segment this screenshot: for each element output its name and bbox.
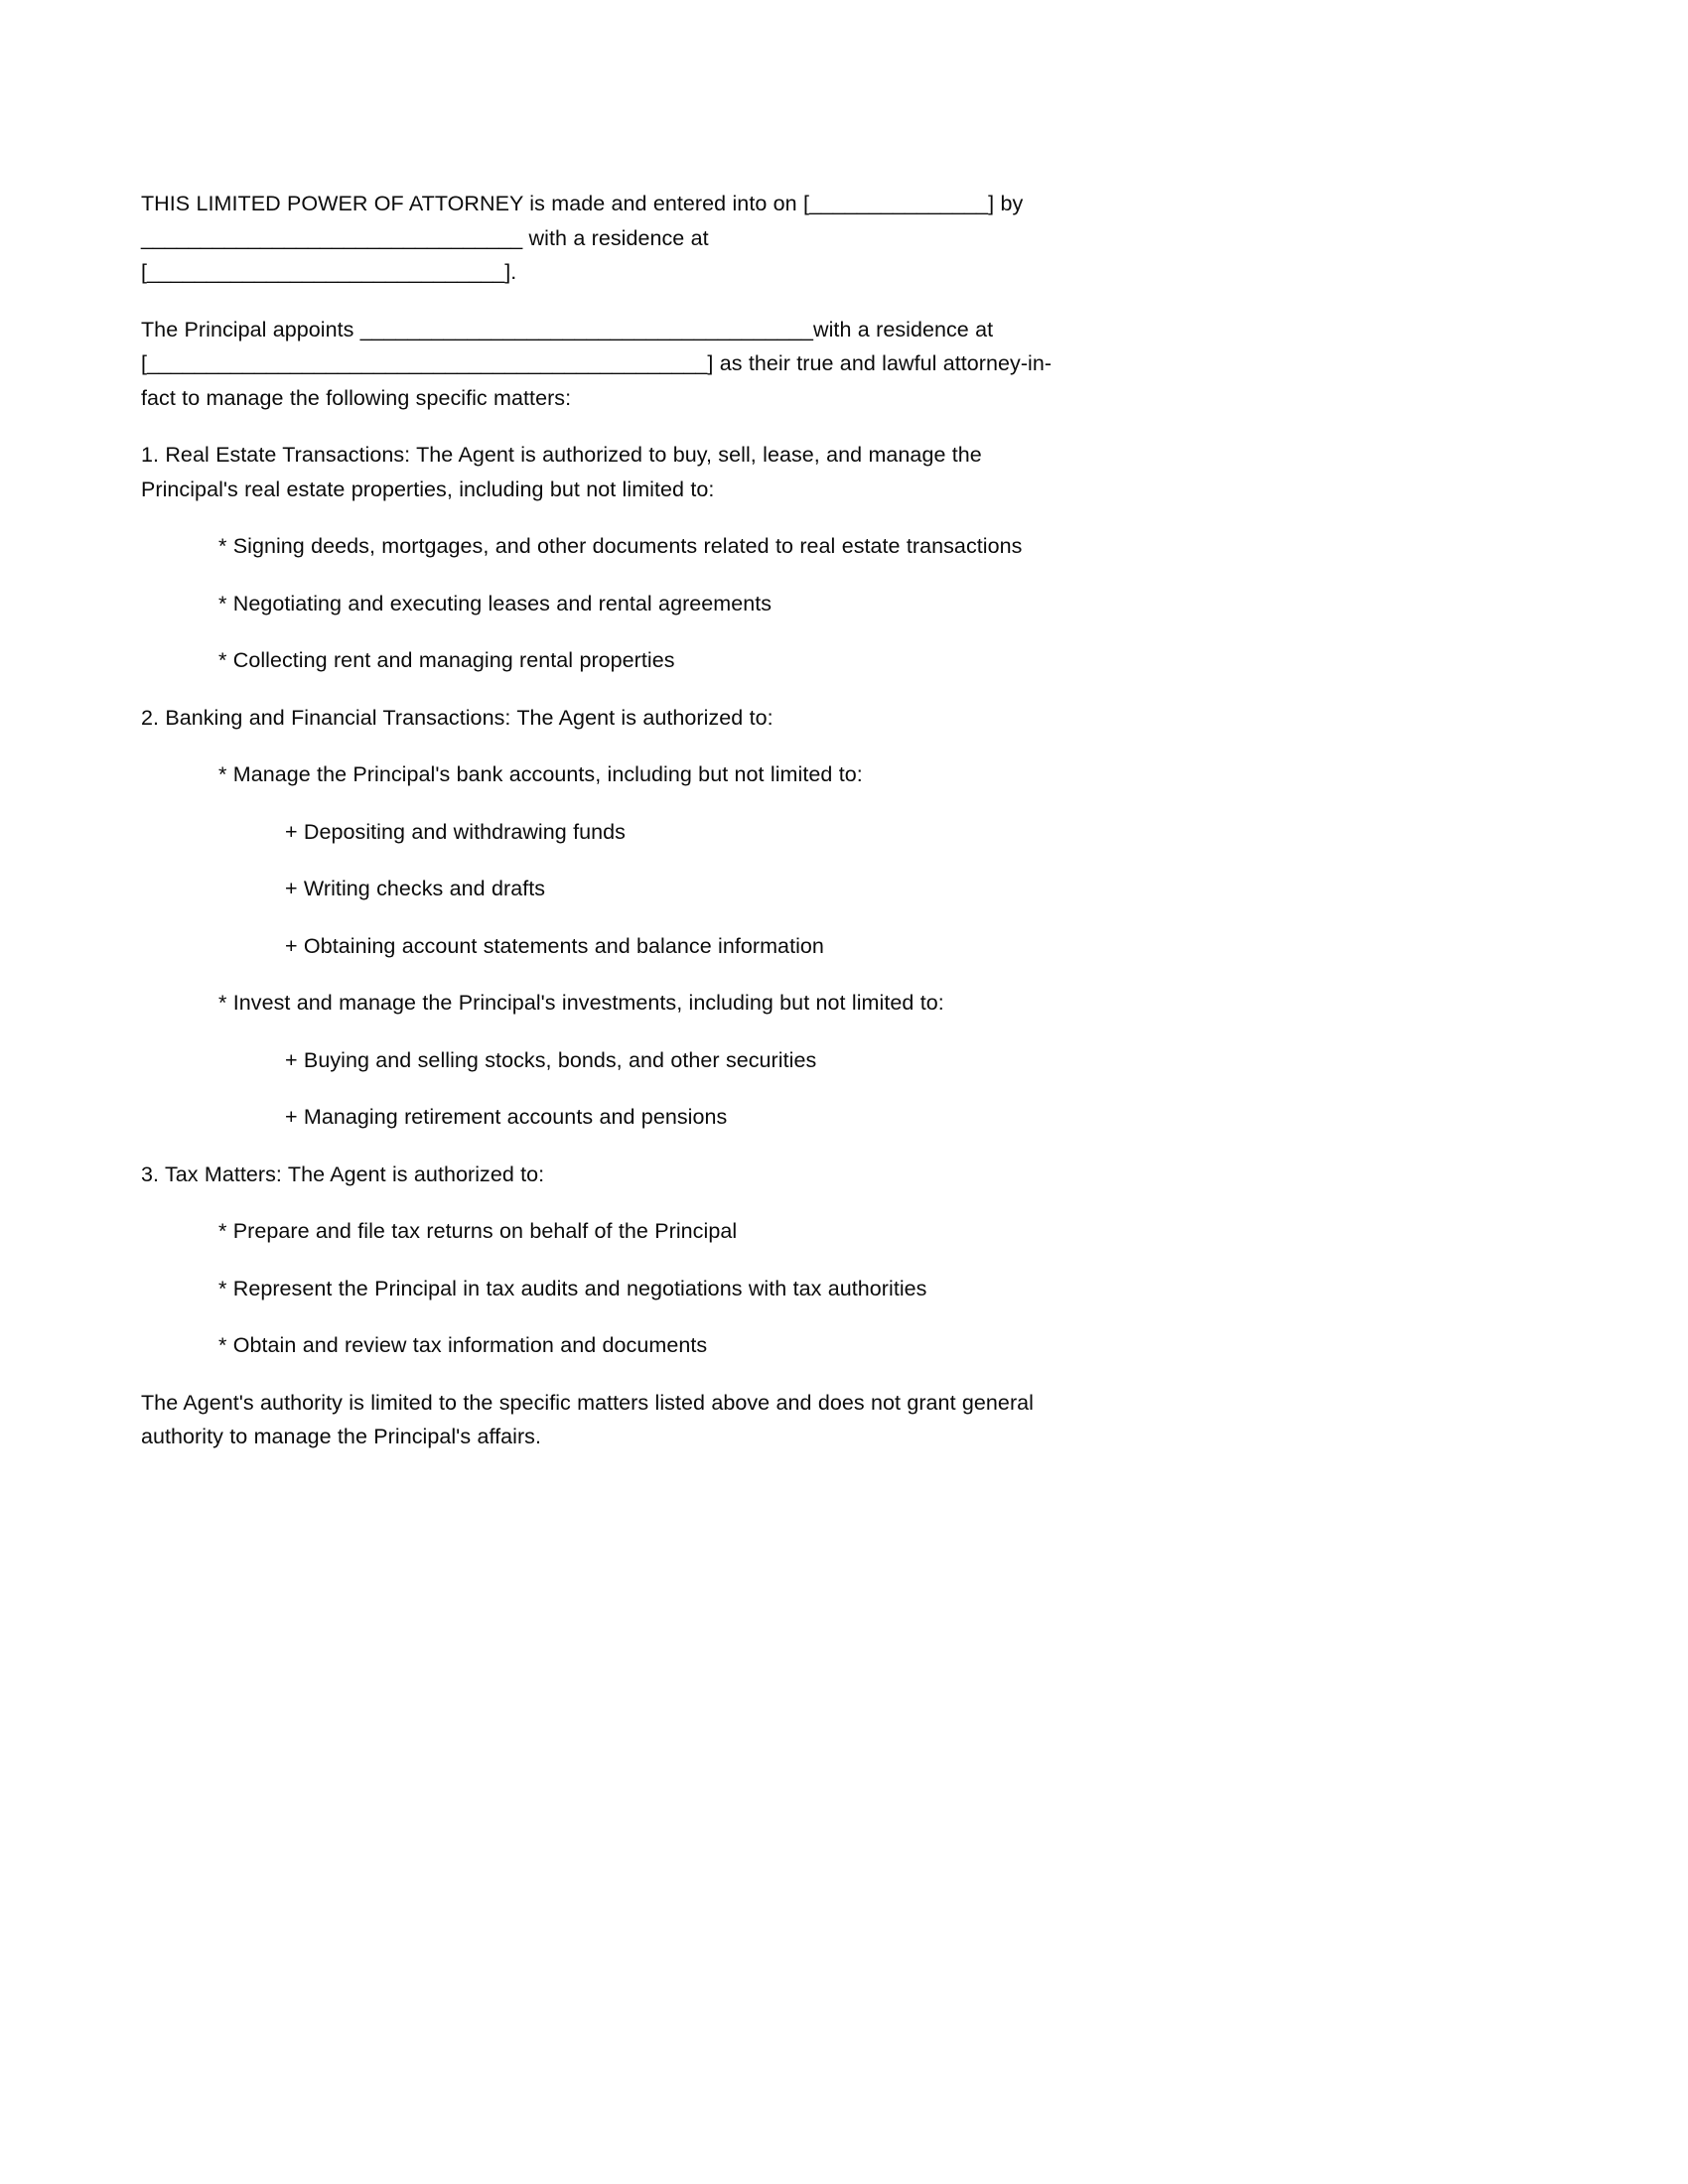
paragraph-appointment: The Principal appoints ______________________________________with a residence at [_______________________________________________] as their true and lawful attorney-in-fact to manage the following specific matters:: [141, 317, 1053, 410]
section-3-bullet-1: * Prepare and file tax returns on behalf of the Principal: [218, 1219, 738, 1243]
section-2-subbullet-5: + Managing retirement accounts and pensions: [285, 1105, 728, 1129]
section-2-subbullet-1: + Depositing and withdrawing funds: [285, 819, 626, 844]
section-2-bullet-2: * Invest and manage the Principal's investments, including but not limited to:: [218, 991, 944, 1015]
section-2-heading: 2. Banking and Financial Transactions: The Agent is authorized to:: [141, 705, 774, 730]
section-3-bullet-2: * Represent the Principal in tax audits and negotiations with tax authorities: [218, 1276, 927, 1300]
section-1-heading: 1. Real Estate Transactions: The Agent is authorized to buy, sell, lease, and manage the Principal's real estate properties, including but not limited to:: [141, 443, 982, 501]
paragraph-closing: The Agent's authority is limited to the specific matters listed above and does not grant general authority to manage the Principal's affairs.: [141, 1390, 1034, 1448]
section-1-bullet-3: * Collecting rent and managing rental properties: [218, 648, 675, 672]
section-2-subbullet-4: + Buying and selling stocks, bonds, and other securities: [285, 1047, 817, 1072]
section-1-bullet-2: * Negotiating and executing leases and rental agreements: [218, 591, 773, 615]
section-1-bullet-1: * Signing deeds, mortgages, and other documents related to real estate transactions: [218, 534, 1023, 558]
section-2-subbullet-3: + Obtaining account statements and balance information: [285, 933, 824, 958]
section-2-subbullet-2: + Writing checks and drafts: [285, 877, 546, 900]
section-3-heading: 3. Tax Matters: The Agent is authorized to:: [141, 1161, 545, 1186]
section-3-bullet-3: * Obtain and review tax information and documents: [218, 1333, 708, 1357]
paragraph-intro: THIS LIMITED POWER OF ATTORNEY is made and entered into on [_______________] by ________________________________ with a residence at [______________________________].: [141, 192, 1024, 284]
document-text-body: [141, 187, 1055, 1477]
section-2-bullet-1: * Manage the Principal's bank accounts, including but not limited to:: [218, 762, 863, 786]
